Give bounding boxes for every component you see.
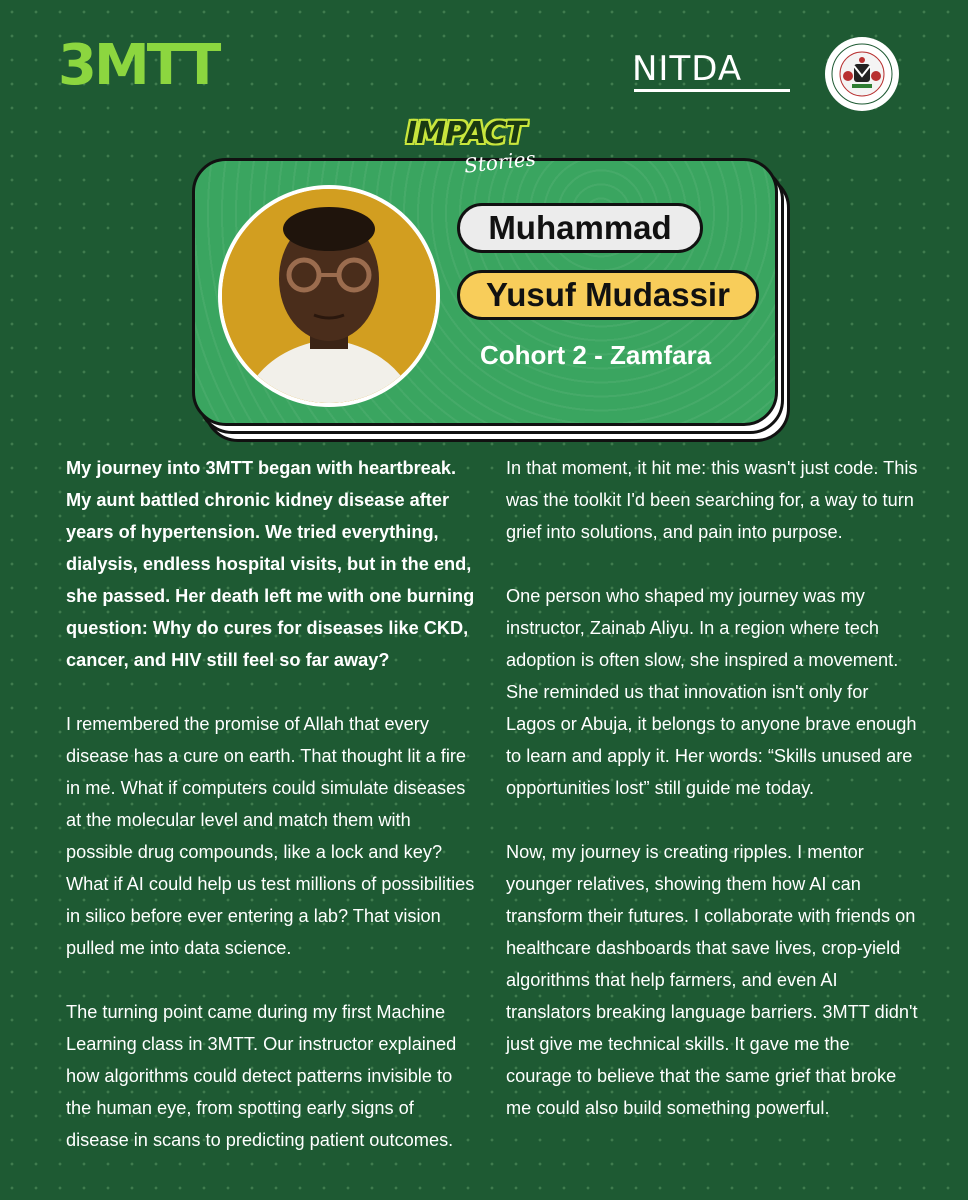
- nitda-underline: [634, 89, 790, 92]
- federal-ministry-seal-icon: [824, 36, 900, 112]
- story-paragraph: One person who shaped my journey was my instructor, Zainab Aliyu. In a region where tech adoption is often slow, she inspired a movement. She reminded us that innovation isn't only for Lagos or Abuja, it belongs to anyone brave enough to learn and apply it. Her words: “Skills unused are opportunities lost” still guide me today.: [506, 586, 917, 798]
- story-right-column: [506, 452, 918, 1156]
- stories-subtitle: Stories: [462, 146, 537, 178]
- story-left-column: [66, 452, 478, 1188]
- 3mtt-logo: 3MTT: [58, 33, 219, 98]
- story-paragraph: In that moment, it hit me: this wasn't just code. This was the toolkit I'd been searching for, a way to turn grief into solutions, and pain into purpose.: [506, 458, 918, 542]
- story-paragraph: I remembered the promise of Allah that every disease has a cure on earth. That thought lit a fire in me. What if computers could simulate diseases at the molecular level and match them with possible drug compounds, like a lock and key? What if AI could help us test millions of possibilities in silico before ever entering a lab? That vision pulled me into data science.: [66, 714, 475, 958]
- story-paragraph: Now, my journey is creating ripples. I mentor younger relatives, showing them how AI can transform their futures. I collaborate with friends on healthcare dashboards that save lives, crop-yield algorithms that help farmers, and even AI translators breaking language barriers. 3MTT didn't just give me technical skills. It gave me the courage to believe that the same grief that broke me could also build something powerful.: [506, 842, 918, 1118]
- last-name-pill: Yusuf Mudassir: [457, 270, 759, 320]
- first-name-pill: Muhammad: [457, 203, 703, 253]
- story-paragraph: My journey into 3MTT began with heartbreak. My aunt battled chronic kidney disease after years of hypertension. We tried everything, dialysis, endless hospital visits, but in the end, she passed. Her death left me with one burning question: Why do cures for diseases like CKD, cancer, and HIV still feel so far away?: [66, 458, 475, 670]
- profile-photo: [218, 185, 440, 407]
- story-paragraph: The turning point came during my first Machine Learning class in 3MTT. Our instructor explained how algorithms could detect patterns invisible to the human eye, from spotting early signs of disease in scans to predicting patient outcomes.: [66, 1002, 457, 1150]
- nitda-logo: [632, 49, 792, 92]
- cohort-label: Cohort 2 - Zamfara: [480, 340, 712, 370]
- nitda-logo-text: NITDA: [632, 49, 743, 89]
- impact-stories-badge: [400, 116, 560, 186]
- impact-title: IMPACT: [406, 116, 526, 151]
